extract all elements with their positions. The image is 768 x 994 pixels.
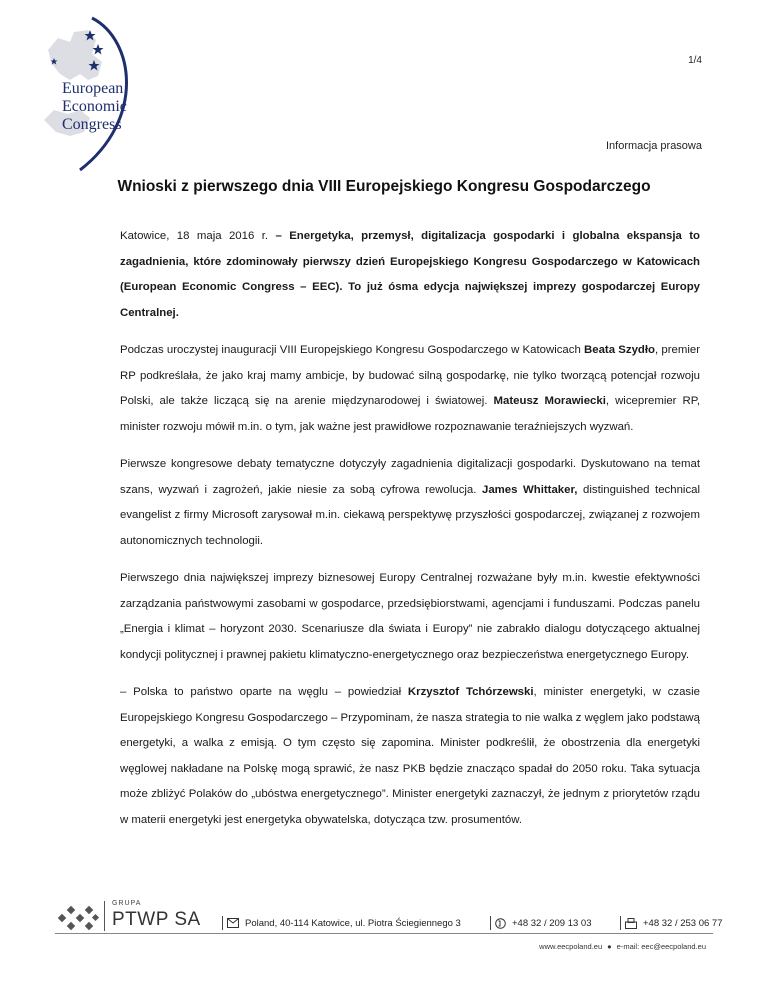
article-body [120,224,700,845]
paragraph-2: Podczas uroczystej inauguracji VIII Europejskiego Kongresu Gospodarczego w Katowicach Beata Szydło, premier RP podkreślała, że jako kraj mamy ambicje, by budować silną gospodarkę, nie tylko tworzącą potencjał rozwoju Polski, ale także liczącą się na arenie międzynarodowej i światowej. Mateusz Morawiecki, wicepremier RP, minister rozwoju mówił m.in. o tym, jak ważne jest prawidłowe rozpoznawanie teraźniejszych wyzwań. [120,344,701,433]
phone-icon [495,918,506,929]
page-footer [0,895,768,994]
ptwp-logo-icon [55,901,101,933]
paragraph-1: Katowice, 18 maja 2016 r. – Energetyka, przemysł, digitalizacja gospodarki i globalna ekspansja to zagadnienia, które zdominowały pierwszy dzień Europejskiego Kongresu Gospodarczego w Katowicach (European Economic Congress – EEC). To już ósma edycja największej imprezy gospodarczej Europy Centralnej. [120,230,700,319]
paragraph-5: – Polska to państwo oparte na węglu – powiedział Krzysztof Tchórzewski, minister energetyki, w czasie Europejskiego Kongresu Gospodarczego – Przypominam, że nasza strategia to nie walka z węglem jako podstawą energetyki, a walka z emisją. O tym często się zapomina. Minister podkreślił, że obostrzenia dla energetyki węglowej nakładane na Polskę mogą sprawić, że nasz PKB będzie znacząco spadał do 2050 roku. Taka sytuacja może zbliżyć Polaków do „ubóstwa energetycznego”. Minister energetyki zaznaczył, że jednym z priorytetów rządu w materii energetyki jest energetyka obywatelska, dotycząca tzw. prosumentów. [120,686,700,826]
footer-address: Poland, 40-114 Katowice, ul. Piotra Ściegiennego 3 [222,916,461,930]
group-name: PTWP SA [112,909,201,930]
footer-divider [55,933,713,934]
eec-logo [40,10,150,170]
footer-phone: +48 32 / 209 13 03 [490,916,592,930]
logo-separator [104,901,105,931]
paragraph-4: Pierwszego dnia największej imprezy biznesowej Europy Centralnej rozważane były m.in. kwestie efektywności zarządzania państwowymi zasobami w gospodarce, przedsiębiorstwami, agencjami i funduszami. Podczas panelu „Energia i klimat – horyzont 2030. Scenariusze dla świata i Europy” nie zabrakło dialogu dotyczącego aktualnej kondycji politycznej i prawnej pakietu klimatyczno-energetycznego oraz bezpieczeństwa energetycznego Europy. [120,572,700,661]
logo-wordmark: European Economic Congress [62,80,127,133]
website-link[interactable]: www.eecpoland.eu [539,942,603,951]
footer-fax: +48 32 / 253 06 77 [620,916,723,930]
fax-icon [625,918,637,929]
group-label: GRUPA [112,900,142,907]
paragraph-3: Pierwsze kongresowe debaty tematyczne dotyczyły zagadnienia digitalizacji gospodarki. Dyskutowano na temat szans, wyzwań i zagrożeń, jakie niesie za sobą cyfrowa rewolucja. James Whittaker, distinguished technical evangelist z firmy Microsoft zarysował m.in. ciekawą perspektywę przyszłości gospodarczej, związanej z rozwojem autonomicznych technologii. [120,458,701,547]
footer-contact: www.eecpoland.eu ● e-mail: eec@eecpoland.eu [539,942,706,951]
email-link[interactable]: e-mail: eec@eecpoland.eu [616,942,706,951]
press-release-label: Informacja prasowa [606,140,702,152]
page-number: 1/4 [688,55,702,66]
document-title: Wnioski z pierwszego dnia VIII Europejskiego Kongresu Gospodarczego [117,178,651,195]
envelope-icon [227,918,239,928]
